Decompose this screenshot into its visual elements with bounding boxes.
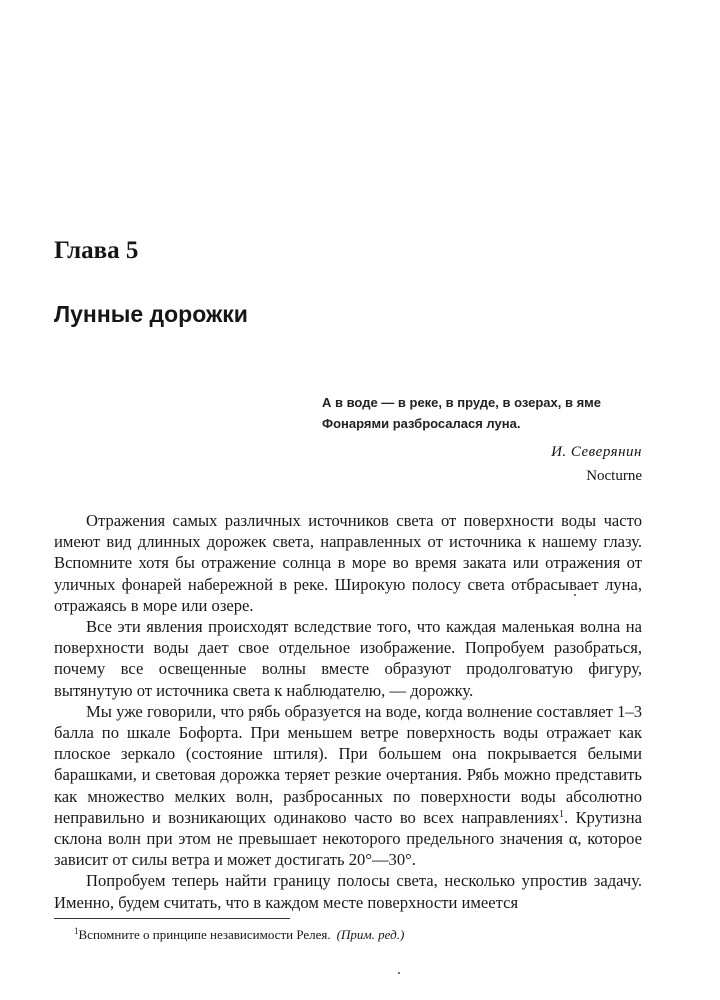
print-speck — [574, 594, 576, 596]
epigraph-author: И. Северянин — [551, 444, 642, 460]
print-speck — [398, 972, 400, 974]
paragraph-2: Все эти явления происходят вследствие того, что каждая маленькая волна на поверхности воды дает свое отдельное изображение. Попробуем разобраться, почему все освещенные волны вместе образуют продолговатую фигуру, вытянутую от источника света к наблюдателю, — дорожку. — [54, 617, 642, 700]
paragraph-3-text-b: . Крутизна склона волн при этом не превышает некоторого предельного значения α, которое зависит от силы ветра и может достигать 20°—30°. — [54, 807, 642, 870]
epigraph-line-1: А в воде — в реке, в пруде, в озерах, в яме — [322, 395, 602, 410]
paragraph-1: Отражения самых различных источников света от поверхности воды часто имеют вид длинных дорожек света, направленных от источника к нашему глазу. Вспомните хотя бы отражение солнца в море во время заката или отражения от уличных фонарей набережной в реке. Широкую полосу света отбрасывает луна, отражаясь в море или озере. — [54, 511, 642, 615]
epigraph-work-title: Nocturne — [586, 468, 642, 484]
footnote-mark: 1 — [74, 926, 79, 936]
footnote — [74, 922, 404, 944]
epigraph — [322, 392, 601, 434]
footnote-editor-note: (Прим. ред.) — [336, 927, 405, 942]
footnote-reference[interactable]: 1 — [559, 808, 565, 820]
footnote-text: Вспомните о принципе независимости Релея. — [78, 927, 331, 942]
paragraph-4: Попробуем теперь найти границу полосы света, несколько упростив задачу. Именно, будем считать, что в каждом месте поверхности имеется — [54, 871, 642, 912]
paragraph-3 — [54, 701, 642, 871]
body-text — [54, 510, 642, 913]
epigraph-line-2: Фонарями разбросалася луна. — [322, 416, 521, 431]
footnote-divider — [54, 918, 290, 919]
chapter-number: Глава 5 — [54, 237, 139, 264]
paragraph-3-text-a: Мы уже говорили, что рябь образуется на воде, когда волнение составляет 1–3 балла по шкале Бофорта. При меньшем ветре поверхность воды отражает как плоское зеркало (состояние штиля). При большем она покрывается белыми барашками, и световая дорожка теряет резкие очертания. Рябь можно представить как множество мелких волн, разбросанных по поверхности воды абсолютно неправильно и возникающих одинаково часто во всех направлениях — [54, 701, 642, 827]
chapter-title: Лунные дорожки — [54, 301, 248, 327]
